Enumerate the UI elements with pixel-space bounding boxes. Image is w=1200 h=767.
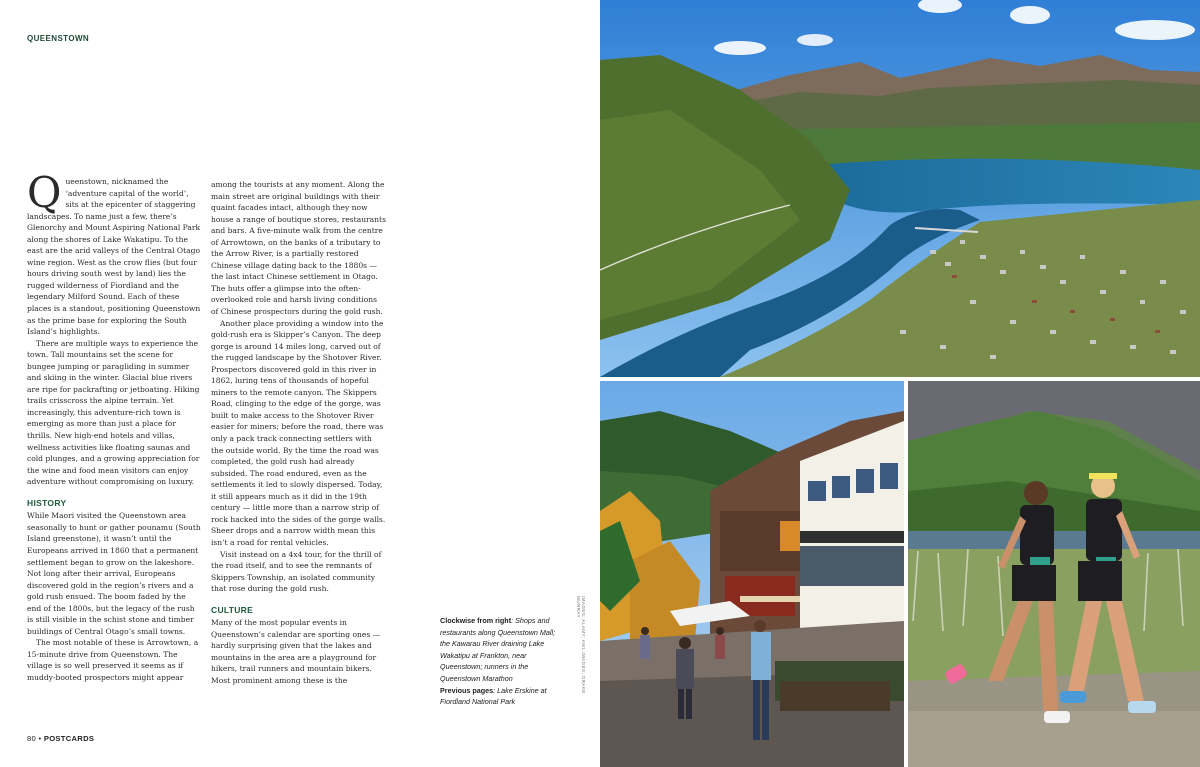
section-heading-history: HISTORY [27, 497, 67, 508]
page-number-left: 80 [27, 734, 37, 743]
photo-queenstown-mall [600, 381, 904, 767]
photo-caption [440, 615, 565, 708]
magazine-section-name: POSTCARDS [43, 734, 95, 743]
article-column-1 [27, 168, 202, 684]
photo-river-aerial [600, 0, 1200, 377]
paragraph-4x4: Visit instead on a 4x4 tour, for the thrill of the road itself, and to see the remnants of Skippers Township, an isolated community that rose during the gold rush. [211, 549, 382, 594]
caption-lead-text: : Shops and restaurants along Queenstown Mall; the Kawarau River draining Lake Wakatipu at Frankton, near Queenstown; runners in the Queenstown Marathon [440, 616, 556, 683]
image-credit: IMAGES: ALAMY; AWL IMAGES; DRAKE MURRAY [576, 596, 586, 694]
drop-cap: Q [27, 168, 62, 217]
footer-left [27, 734, 94, 743]
intro-paragraph [27, 168, 202, 338]
caption-lead-label: Clockwise from right [440, 616, 512, 625]
paragraph-culture-1: Many of the most popular events in Queenstown’s calendar are sporting ones — hardly surprising given that the lakes and mountains in the area are a playground for hikers, trail runners and mountain bikers. Most prominent among these is the [211, 618, 381, 685]
caption-prev-text: : Lake Erskine at Fiordland National Park [440, 685, 547, 707]
article-column-2 [211, 179, 386, 687]
paragraph-experience: There are multiple ways to experience the town. Tall mountains set the scene for bungee jumping or paragliding in summer and skiing in the winter. Glacial blue rivers are ripe for packrafting or jetboating. Hiking trails crisscross the alpine terrain. Yet increasingly, this adventure-rich town is emerging as more than just a place for thrills. New high-end hotels and villas, wellness activities like floating saunas and cold plunges, and a growing appreciation for the wine and food mean visitors can enjoy adventure without compromising on luxury. [27, 338, 200, 487]
section-heading-culture: CULTURE [211, 604, 254, 615]
paragraph-skippers: Another place providing a window into the gold-rush era is Skipper’s Canyon. The deep gorge is around 14 miles long, carved out of the rugged landscape by the Shotover River. Prospectors discovered gold in this river in 1862, luring tens of thousands of hopeful miners to the remote canyon. The Skippers Road, clinging to the edge of the gorge, was built to make access to the Shotover River easier for miners; before the road, there was only a pack track connecting settlers with the outside world. By the time the road was completed, the gold rush had already subsided. The road endured, even as the settlements it led to slowly dispersed. Today, it still appears much as it did in the 19th century — little more than a narrow strip of rock hacked into the sides of the gorge walls. Sheer drops and a narrow width mean this isn’t a road for rental vehicles. [211, 318, 386, 547]
running-head-left: QUEENSTOWN [27, 34, 90, 43]
paragraph-history-1: While Maori visited the Queenstown area seasonally to hunt or gather pounamu (South Island greenstone), it wasn’t until the Europeans arrived in 1860 that a permanent settlement began to grow on the lakeshore. Not long after their arrival, Europeans discovered gold in the region’s rivers and a gold rush ensued. The boom faded by the end of the 1800s, but the legacy of the rush is still visible in the schist stone and timber buildings of Central Otago’s small towns. [27, 511, 201, 636]
paragraph-history-2: The most notable of these is Arrowtown, a 15-minute drive from Queenstown. The village is so well preserved it seems as if muddy-booted prospectors might appear [27, 638, 199, 682]
photo-marathon-runners [908, 381, 1200, 767]
intro-text: ueenstown, nicknamed the ‘adventure capital of the world’, sits at the epicenter of staggering landscapes. To name just a few, there’s Glenorchy and Mount Aspiring National Park along the shores of Lake Wakatipu. To the east are the arid valleys of the Central Otago wine region. West as the crow flies (but four hours driving south west by land) lies the rugged wilderness of Fiordland and the legendary Milford Sound. Each of these places is a standout, positioning Queenstown as the prime base for exploring the South Island’s highlights. [27, 177, 201, 337]
footer-bullet: • [38, 734, 42, 743]
paragraph-arrowtown: among the tourists at any moment. Along the main street are original buildings with their quaint facades intact, although they now house a range of boutique stores, restaurants and bars. A five-minute walk from the centre of Arrowtown, on the banks of a tributary to the Arrow River, is a partially restored Chinese village dating back to the 1880s — the last intact Chinese settlement in Otago. The huts offer a glimpse into the often-overlooked role and harsh living conditions of Chinese prospectors during the gold rush. [211, 180, 386, 317]
caption-prev-label: Previous pages [440, 685, 494, 695]
